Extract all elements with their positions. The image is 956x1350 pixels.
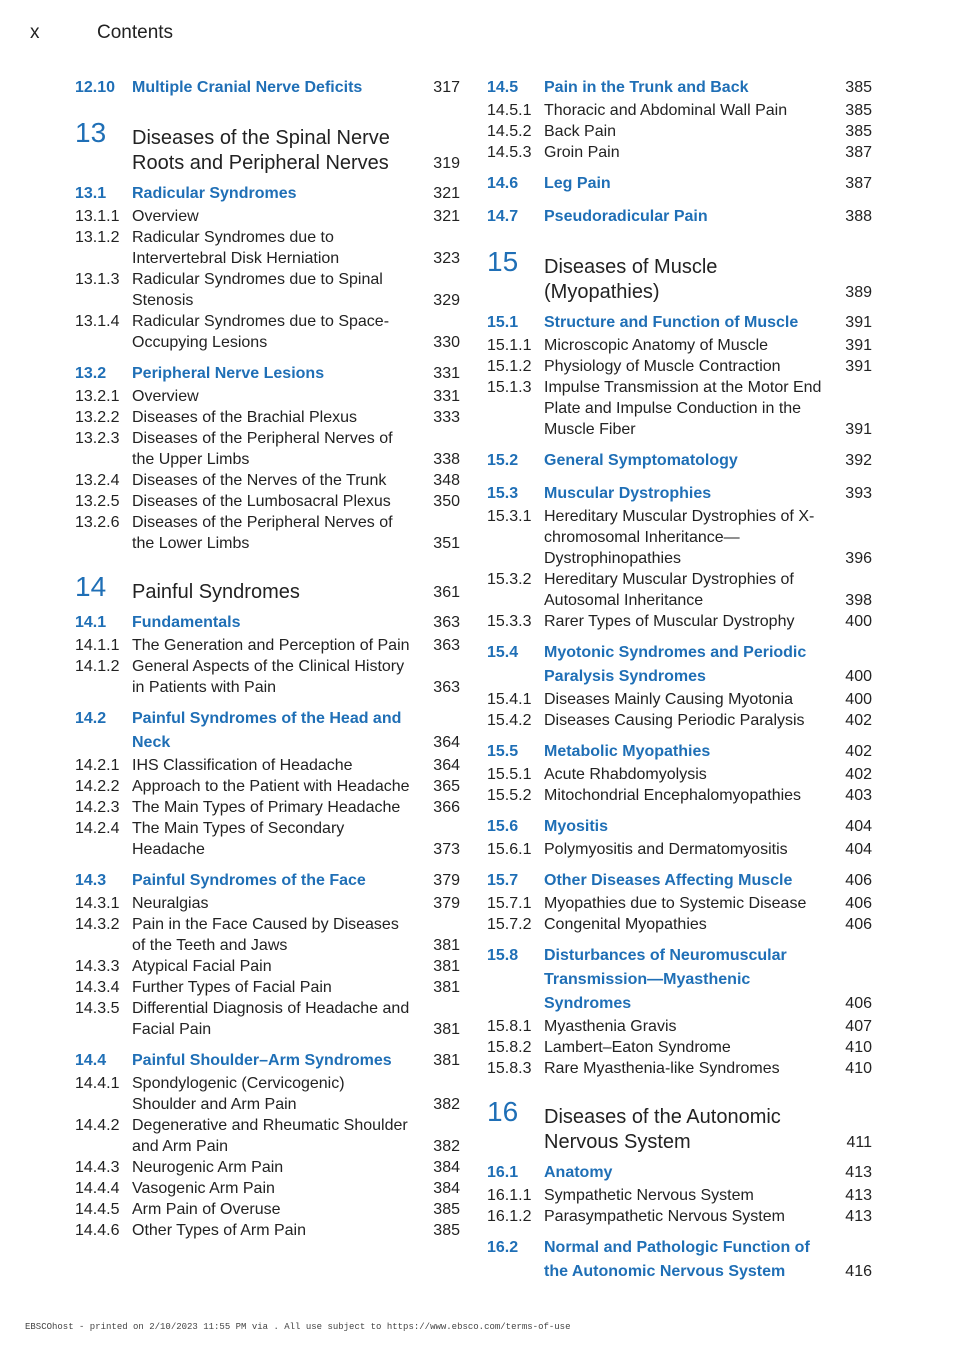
toc-entry-title: Neurogenic Arm Pain <box>132 1159 284 1176</box>
toc-entry-title: Hereditary Muscular Dystrophies of X-chromosomal Inheritance—Dystrophinopathies <box>544 508 815 567</box>
toc-entry-page: 388 <box>845 208 872 225</box>
toc-entry-number: 15.3.2 <box>487 571 532 588</box>
toc-section-entry[interactable] <box>75 707 460 755</box>
toc-entry-number: 15.6.1 <box>487 841 532 858</box>
toc-entry-title: Further Types of Facial Pain <box>132 979 332 996</box>
toc-entry-number: 14.1.1 <box>75 637 120 654</box>
toc-entry-title: Pseudoradicular Pain <box>544 208 708 225</box>
toc-entry-title: Painful Syndromes of the Face <box>132 872 366 889</box>
toc-entry-title: Other Diseases Affecting Muscle <box>544 872 793 889</box>
toc-entry-page: 400 <box>845 668 872 685</box>
toc-entry-title: Fundamentals <box>132 614 241 631</box>
toc-section-entry[interactable] <box>487 172 872 196</box>
toc-subsection-entry[interactable] <box>487 914 872 935</box>
toc-chapter-entry[interactable] <box>75 117 460 176</box>
toc-entry-page: 406 <box>845 895 872 912</box>
toc-entry-title: Microscopic Anatomy of Muscle <box>544 337 769 354</box>
toc-entry-number: 15.8.3 <box>487 1060 532 1077</box>
toc-entry-title: Hereditary Muscular Dystrophies of Autosomal Inheritance <box>544 571 794 609</box>
toc-entry-page: 363 <box>433 637 460 654</box>
toc-entry-number: 14.5.1 <box>487 102 532 119</box>
toc-entry-number: 15.5 <box>487 743 519 760</box>
toc-entry-title: Myasthenia Gravis <box>544 1018 677 1035</box>
toc-entry-number: 15 <box>487 246 519 277</box>
toc-entry-title: Peripheral Nerve Lesions <box>132 365 325 382</box>
toc-section-entry[interactable] <box>487 76 872 100</box>
toc-entry-number: 15.1 <box>487 314 519 331</box>
toc-entry-number: 14.5.3 <box>487 144 532 161</box>
toc-right-column <box>487 76 872 1284</box>
toc-entry-number: 16.2 <box>487 1239 519 1256</box>
toc-entry-number: 15.1.3 <box>487 379 532 396</box>
toc-subsection-entry[interactable] <box>487 506 872 569</box>
toc-entry-number: 13.1 <box>75 185 107 202</box>
toc-entry-page: 402 <box>845 766 872 783</box>
toc-entry-page: 348 <box>433 472 460 489</box>
toc-subsection-entry[interactable] <box>487 710 872 731</box>
toc-entry-title: Diseases of the Brachial Plexus <box>132 409 357 426</box>
toc-entry-number: 14.1.2 <box>75 658 120 675</box>
toc-section-entry[interactable] <box>75 869 460 893</box>
toc-entry-title: Diseases of the Peripheral Nerves of the Lower Limbs <box>132 514 393 552</box>
toc-subsection-entry[interactable] <box>75 512 460 554</box>
toc-entry-number: 13.1.1 <box>75 208 120 225</box>
toc-entry-title: Multiple Cranial Nerve Deficits <box>132 79 363 96</box>
toc-subsection-entry[interactable] <box>75 206 460 227</box>
toc-section-entry[interactable] <box>487 869 872 893</box>
toc-entry-page: 381 <box>433 1021 460 1038</box>
toc-section-entry[interactable] <box>75 76 460 100</box>
toc-entry-number: 15.4.1 <box>487 691 532 708</box>
toc-subsection-entry[interactable] <box>75 776 460 797</box>
toc-entry-number: 15.8.1 <box>487 1018 532 1035</box>
toc-subsection-entry[interactable] <box>75 755 460 776</box>
toc-section-entry[interactable] <box>487 205 872 229</box>
toc-entry-page: 350 <box>433 493 460 510</box>
toc-entry-page: 392 <box>845 452 872 469</box>
toc-entry-number: 16.1.2 <box>487 1208 532 1225</box>
toc-entry-title: Diseases of the Lumbosacral Plexus <box>132 493 391 510</box>
toc-entry-title: IHS Classification of Headache <box>132 757 353 774</box>
toc-entry-number: 13.2.3 <box>75 430 120 447</box>
toc-entry-title: Diseases of the Nerves of the Trunk <box>132 472 387 489</box>
toc-entry-page: 363 <box>433 614 460 631</box>
toc-entry-number: 14.2.2 <box>75 778 120 795</box>
toc-entry-number: 13 <box>75 117 107 148</box>
toc-subsection-entry[interactable] <box>75 818 460 860</box>
toc-entry-number: 14.4.6 <box>75 1222 120 1239</box>
toc-entry-title: Anatomy <box>544 1164 613 1181</box>
toc-entry-title: Pain in the Trunk and Back <box>544 79 749 96</box>
toc-section-entry[interactable] <box>75 1049 460 1073</box>
toc-subsection-entry[interactable] <box>487 377 872 440</box>
toc-entry-page: 364 <box>433 734 460 751</box>
toc-entry-page: 387 <box>845 175 872 192</box>
toc-entry-title: Back Pain <box>544 123 617 140</box>
toc-subsection-entry[interactable] <box>487 335 872 356</box>
toc-entry-page: 331 <box>433 388 460 405</box>
toc-subsection-entry[interactable] <box>75 1115 460 1157</box>
toc-subsection-entry[interactable] <box>75 491 460 512</box>
toc-entry-title: General Aspects of the Clinical History in Patients with Pain <box>132 658 405 696</box>
toc-entry-page: 403 <box>845 787 872 804</box>
toc-entry-title: Metabolic Myopathies <box>544 743 711 760</box>
toc-entry-number: 14.7 <box>487 208 519 225</box>
toc-entry-number: 15.4.2 <box>487 712 532 729</box>
toc-section-entry[interactable] <box>487 1236 872 1284</box>
toc-entry-number: 13.2.5 <box>75 493 120 510</box>
toc-entry-number: 15.1.1 <box>487 337 532 354</box>
toc-entry-page: 351 <box>433 535 460 552</box>
toc-subsection-entry[interactable] <box>75 227 460 269</box>
toc-entry-title: Congenital Myopathies <box>544 916 707 933</box>
toc-entry-number: 15.3.1 <box>487 508 532 525</box>
toc-entry-number: 14.6 <box>487 175 519 192</box>
toc-entry-title: Myotonic Syndromes and Periodic Paralysis Syndromes <box>544 644 807 685</box>
toc-entry-page: 330 <box>433 334 460 351</box>
toc-section-entry[interactable] <box>75 362 460 386</box>
toc-entry-title: The Main Types of Primary Headache <box>132 799 401 816</box>
toc-subsection-entry[interactable] <box>75 1178 460 1199</box>
toc-subsection-entry[interactable] <box>75 956 460 977</box>
toc-entry-page: 400 <box>845 691 872 708</box>
toc-subsection-entry[interactable] <box>75 1220 460 1241</box>
toc-entry-page: 331 <box>433 365 460 382</box>
toc-entry-number: 13.2.4 <box>75 472 120 489</box>
toc-entry-page: 381 <box>433 958 460 975</box>
toc-entry-page: 373 <box>433 841 460 858</box>
toc-section-entry[interactable] <box>487 815 872 839</box>
toc-entry-number: 13.1.3 <box>75 271 120 288</box>
toc-entry-number: 14.2.1 <box>75 757 120 774</box>
toc-entry-title: Diseases of the Peripheral Nerves of the Upper Limbs <box>132 430 393 468</box>
toc-entry-number: 13.2 <box>75 365 107 382</box>
toc-entry-page: 402 <box>845 743 872 760</box>
toc-entry-number: 14.4.4 <box>75 1180 120 1197</box>
toc-entry-number: 15.2 <box>487 452 519 469</box>
toc-entry-page: 323 <box>433 250 460 267</box>
toc-subsection-entry[interactable] <box>75 407 460 428</box>
toc-subsection-entry[interactable] <box>75 428 460 470</box>
toc-subsection-entry[interactable] <box>487 893 872 914</box>
toc-entry-page: 319 <box>433 155 460 172</box>
toc-entry-title: Sympathetic Nervous System <box>544 1187 754 1204</box>
toc-entry-page: 365 <box>433 778 460 795</box>
toc-entry-page: 366 <box>433 799 460 816</box>
toc-entry-page: 413 <box>845 1187 872 1204</box>
toc-subsection-entry[interactable] <box>487 764 872 785</box>
toc-subsection-entry[interactable] <box>487 569 872 611</box>
toc-entry-page: 333 <box>433 409 460 426</box>
toc-section-entry[interactable] <box>75 611 460 635</box>
toc-entry-page: 400 <box>845 613 872 630</box>
toc-entry-page: 385 <box>845 79 872 96</box>
toc-entry-title: Overview <box>132 388 199 405</box>
toc-entry-title: General Symptomatology <box>544 452 738 469</box>
toc-entry-number: 14.3.5 <box>75 1000 120 1017</box>
toc-entry-number: 13.2.1 <box>75 388 120 405</box>
toc-entry-title: Other Types of Arm Pain <box>132 1222 307 1239</box>
toc-subsection-entry[interactable] <box>487 689 872 710</box>
toc-entry-title: Radicular Syndromes due to Spinal Stenosis <box>132 271 383 309</box>
toc-section-entry[interactable] <box>487 1161 872 1185</box>
toc-subsection-entry[interactable] <box>487 1058 872 1079</box>
toc-entry-title: Painful Syndromes of the Head and Neck <box>132 710 402 751</box>
toc-entry-number: 15.8 <box>487 947 519 964</box>
toc-entry-number: 13.2.6 <box>75 514 120 531</box>
toc-entry-title: Diseases of the Spinal Nerve Roots and Peripheral Nerves <box>132 127 390 174</box>
toc-entry-page: 363 <box>433 679 460 696</box>
toc-entry-title: Atypical Facial Pain <box>132 958 272 975</box>
toc-entry-page: 381 <box>433 937 460 954</box>
toc-entry-page: 406 <box>845 916 872 933</box>
toc-subsection-entry[interactable] <box>75 1199 460 1220</box>
toc-entry-page: 391 <box>845 337 872 354</box>
toc-entry-page: 413 <box>845 1208 872 1225</box>
toc-entry-number: 14.4.1 <box>75 1075 120 1092</box>
toc-subsection-entry[interactable] <box>487 1037 872 1058</box>
toc-entry-number: 16.1 <box>487 1164 519 1181</box>
toc-entry-title: Rarer Types of Muscular Dystrophy <box>544 613 795 630</box>
toc-entry-page: 317 <box>433 79 460 96</box>
toc-entry-number: 14.4.3 <box>75 1159 120 1176</box>
toc-entry-page: 391 <box>845 358 872 375</box>
toc-chapter-entry[interactable] <box>487 1096 872 1155</box>
toc-entry-number: 14.3 <box>75 872 107 889</box>
toc-section-entry[interactable] <box>487 311 872 335</box>
toc-subsection-entry[interactable] <box>487 100 872 121</box>
toc-entry-number: 15.3 <box>487 485 519 502</box>
toc-entry-title: Degenerative and Rheumatic Shoulder and Arm Pain <box>132 1117 408 1155</box>
toc-entry-number: 14 <box>75 571 107 602</box>
toc-entry-title: Approach to the Patient with Headache <box>132 778 410 795</box>
toc-entry-page: 391 <box>845 421 872 438</box>
toc-entry-title: Radicular Syndromes due to Space-Occupying Lesions <box>132 313 390 351</box>
toc-entry-page: 393 <box>845 485 872 502</box>
toc-entry-title: Thoracic and Abdominal Wall Pain <box>544 102 788 119</box>
toc-subsection-entry[interactable] <box>75 1157 460 1178</box>
toc-entry-page: 385 <box>433 1222 460 1239</box>
toc-entry-number: 14.2.3 <box>75 799 120 816</box>
toc-entry-number: 14.3.3 <box>75 958 120 975</box>
toc-subsection-entry[interactable] <box>75 893 460 914</box>
toc-entry-title: Leg Pain <box>544 175 611 192</box>
toc-subsection-entry[interactable] <box>75 797 460 818</box>
toc-subsection-entry[interactable] <box>487 1185 872 1206</box>
toc-subsection-entry[interactable] <box>75 914 460 956</box>
toc-entry-title: Disturbances of Neuromuscular Transmission—Myasthenic Syndromes <box>544 947 787 1012</box>
toc-subsection-entry[interactable] <box>75 977 460 998</box>
toc-entry-page: 411 <box>846 1134 872 1151</box>
toc-entry-number: 15.7.2 <box>487 916 532 933</box>
toc-entry-title: Physiology of Muscle Contraction <box>544 358 781 375</box>
toc-entry-number: 15.6 <box>487 818 519 835</box>
toc-entry-number: 14.3.2 <box>75 916 120 933</box>
toc-entry-number: 15.7 <box>487 872 519 889</box>
toc-entry-title: Radicular Syndromes <box>132 185 297 202</box>
toc-entry-title: The Generation and Perception of Pain <box>132 637 410 654</box>
toc-subsection-entry[interactable] <box>487 1206 872 1227</box>
toc-entry-number: 14.2 <box>75 710 107 727</box>
toc-entry-number: 14.1 <box>75 614 107 631</box>
toc-entry-title: Vasogenic Arm Pain <box>132 1180 275 1197</box>
toc-entry-page: 384 <box>433 1180 460 1197</box>
toc-entry-number: 13.1.4 <box>75 313 120 330</box>
toc-entry-number: 16 <box>487 1096 519 1127</box>
toc-subsection-entry[interactable] <box>487 839 872 860</box>
toc-entry-number: 15.5.2 <box>487 787 532 804</box>
toc-entry-page: 389 <box>845 284 872 301</box>
toc-entry-title: Myositis <box>544 818 609 835</box>
toc-entry-page: 338 <box>433 451 460 468</box>
toc-entry-number: 14.5.2 <box>487 123 532 140</box>
toc-section-entry[interactable] <box>487 944 872 1016</box>
toc-subsection-entry[interactable] <box>75 311 460 353</box>
toc-entry-page: 384 <box>433 1159 460 1176</box>
toc-entry-page: 381 <box>433 979 460 996</box>
toc-entry-page: 385 <box>845 123 872 140</box>
toc-entry-title: Parasympathetic Nervous System <box>544 1208 785 1225</box>
toc-entry-number: 13.2.2 <box>75 409 120 426</box>
toc-entry-page: 385 <box>433 1201 460 1218</box>
toc-left-column <box>75 76 460 1241</box>
toc-entry-title: Polymyositis and Dermatomyositis <box>544 841 788 858</box>
toc-entry-page: 406 <box>845 872 872 889</box>
toc-entry-title: Diseases Mainly Causing Myotonia <box>544 691 793 708</box>
toc-chapter-entry[interactable] <box>75 571 460 605</box>
toc-entry-page: 416 <box>845 1263 872 1280</box>
page-marker: x <box>30 22 40 43</box>
toc-subsection-entry[interactable] <box>487 121 872 142</box>
toc-entry-page: 382 <box>433 1138 460 1155</box>
toc-entry-title: Acute Rhabdomyolysis <box>544 766 707 783</box>
toc-entry-number: 15.4 <box>487 644 519 661</box>
toc-section-entry[interactable] <box>487 740 872 764</box>
toc-section-entry[interactable] <box>487 449 872 473</box>
toc-subsection-entry[interactable] <box>75 386 460 407</box>
toc-section-entry[interactable] <box>487 482 872 506</box>
toc-entry-number: 14.4.5 <box>75 1201 120 1218</box>
toc-entry-title: Structure and Function of Muscle <box>544 314 799 331</box>
toc-subsection-entry[interactable] <box>75 269 460 311</box>
toc-entry-page: 382 <box>433 1096 460 1113</box>
toc-entry-page: 410 <box>845 1060 872 1077</box>
toc-entry-title: Lambert–Eaton Syndrome <box>544 1039 731 1056</box>
toc-entry-title: Myopathies due to Systemic Disease <box>544 895 807 912</box>
toc-entry-page: 407 <box>845 1018 872 1035</box>
toc-entry-page: 410 <box>845 1039 872 1056</box>
toc-entry-title: Normal and Pathologic Function of the Autonomic Nervous System <box>544 1239 810 1280</box>
toc-entry-page: 379 <box>433 895 460 912</box>
toc-subsection-entry[interactable] <box>487 356 872 377</box>
toc-entry-number: 15.7.1 <box>487 895 532 912</box>
toc-subsection-entry[interactable] <box>75 998 460 1040</box>
toc-chapter-entry[interactable] <box>487 246 872 305</box>
toc-entry-page: 364 <box>433 757 460 774</box>
toc-entry-page: 404 <box>845 841 872 858</box>
toc-entry-number: 12.10 <box>75 79 116 96</box>
toc-entry-page: 387 <box>845 144 872 161</box>
toc-entry-title: Painful Syndromes <box>132 581 300 603</box>
toc-entry-page: 413 <box>845 1164 872 1181</box>
toc-entry-number: 15.1.2 <box>487 358 532 375</box>
toc-entry-number: 16.1.1 <box>487 1187 532 1204</box>
toc-entry-page: 391 <box>845 314 872 331</box>
toc-entry-title: Overview <box>132 208 199 225</box>
toc-entry-title: Spondylogenic (Cervicogenic) Shoulder and Arm Pain <box>132 1075 345 1113</box>
toc-entry-title: Impulse Transmission at the Motor End Plate and Impulse Conduction in the Muscle Fiber <box>544 379 822 438</box>
toc-entry-title: Painful Shoulder–Arm Syndromes <box>132 1052 392 1069</box>
toc-entry-page: 404 <box>845 818 872 835</box>
toc-entry-title: Diseases of Muscle (Myopathies) <box>544 256 718 303</box>
toc-entry-title: Muscular Dystrophies <box>544 485 712 502</box>
toc-subsection-entry[interactable] <box>75 635 460 656</box>
toc-subsection-entry[interactable] <box>487 142 872 163</box>
toc-entry-title: The Main Types of Secondary Headache <box>132 820 345 858</box>
toc-entry-page: 321 <box>433 208 460 225</box>
toc-entry-page: 379 <box>433 872 460 889</box>
toc-subsection-entry[interactable] <box>487 1016 872 1037</box>
toc-entry-title: Diseases of the Autonomic Nervous System <box>544 1106 781 1153</box>
toc-entry-title: Radicular Syndromes due to Intervertebral Disk Herniation <box>132 229 340 267</box>
toc-entry-number: 15.3.3 <box>487 613 532 630</box>
toc-entry-title: Differential Diagnosis of Headache and Facial Pain <box>132 1000 410 1038</box>
toc-entry-number: 14.4 <box>75 1052 107 1069</box>
toc-entry-number: 15.5.1 <box>487 766 532 783</box>
page-title: Contents <box>97 22 174 43</box>
toc-entry-page: 406 <box>845 995 872 1012</box>
toc-entry-number: 14.5 <box>487 79 519 96</box>
toc-subsection-entry[interactable] <box>487 611 872 632</box>
toc-entry-number: 14.3.4 <box>75 979 120 996</box>
toc-entry-title: Arm Pain of Overuse <box>132 1201 281 1218</box>
toc-subsection-entry[interactable] <box>75 470 460 491</box>
toc-entry-page: 385 <box>845 102 872 119</box>
toc-subsection-entry[interactable] <box>75 656 460 698</box>
toc-entry-page: 329 <box>433 292 460 309</box>
toc-entry-page: 361 <box>433 584 460 601</box>
toc-entry-page: 396 <box>845 550 872 567</box>
toc-entry-page: 321 <box>433 185 460 202</box>
toc-entry-page: 402 <box>845 712 872 729</box>
toc-entry-title: Rare Myasthenia-like Syndromes <box>544 1060 780 1077</box>
toc-entry-number: 13.1.2 <box>75 229 120 246</box>
toc-entry-title: Neuralgias <box>132 895 209 912</box>
toc-entry-title: Pain in the Face Caused by Diseases of the Teeth and Jaws <box>132 916 399 954</box>
toc-entry-title: Groin Pain <box>544 144 620 161</box>
toc-entry-number: 15.8.2 <box>487 1039 532 1056</box>
toc-subsection-entry[interactable] <box>75 1073 460 1115</box>
toc-section-entry[interactable] <box>487 641 872 689</box>
toc-entry-title: Mitochondrial Encephalomyopathies <box>544 787 802 804</box>
toc-entry-title: Diseases Causing Periodic Paralysis <box>544 712 805 729</box>
toc-section-entry[interactable] <box>75 182 460 206</box>
toc-entry-page: 398 <box>845 592 872 609</box>
toc-subsection-entry[interactable] <box>487 785 872 806</box>
toc-entry-number: 14.4.2 <box>75 1117 120 1134</box>
toc-entry-number: 14.2.4 <box>75 820 120 837</box>
toc-entry-page: 381 <box>433 1052 460 1069</box>
toc-entry-number: 14.3.1 <box>75 895 120 912</box>
footer-notice: EBSCOhost - printed on 2/10/2023 11:55 PM via . All use subject to https://www.ebsco.com/terms-of-use <box>25 1322 571 1332</box>
